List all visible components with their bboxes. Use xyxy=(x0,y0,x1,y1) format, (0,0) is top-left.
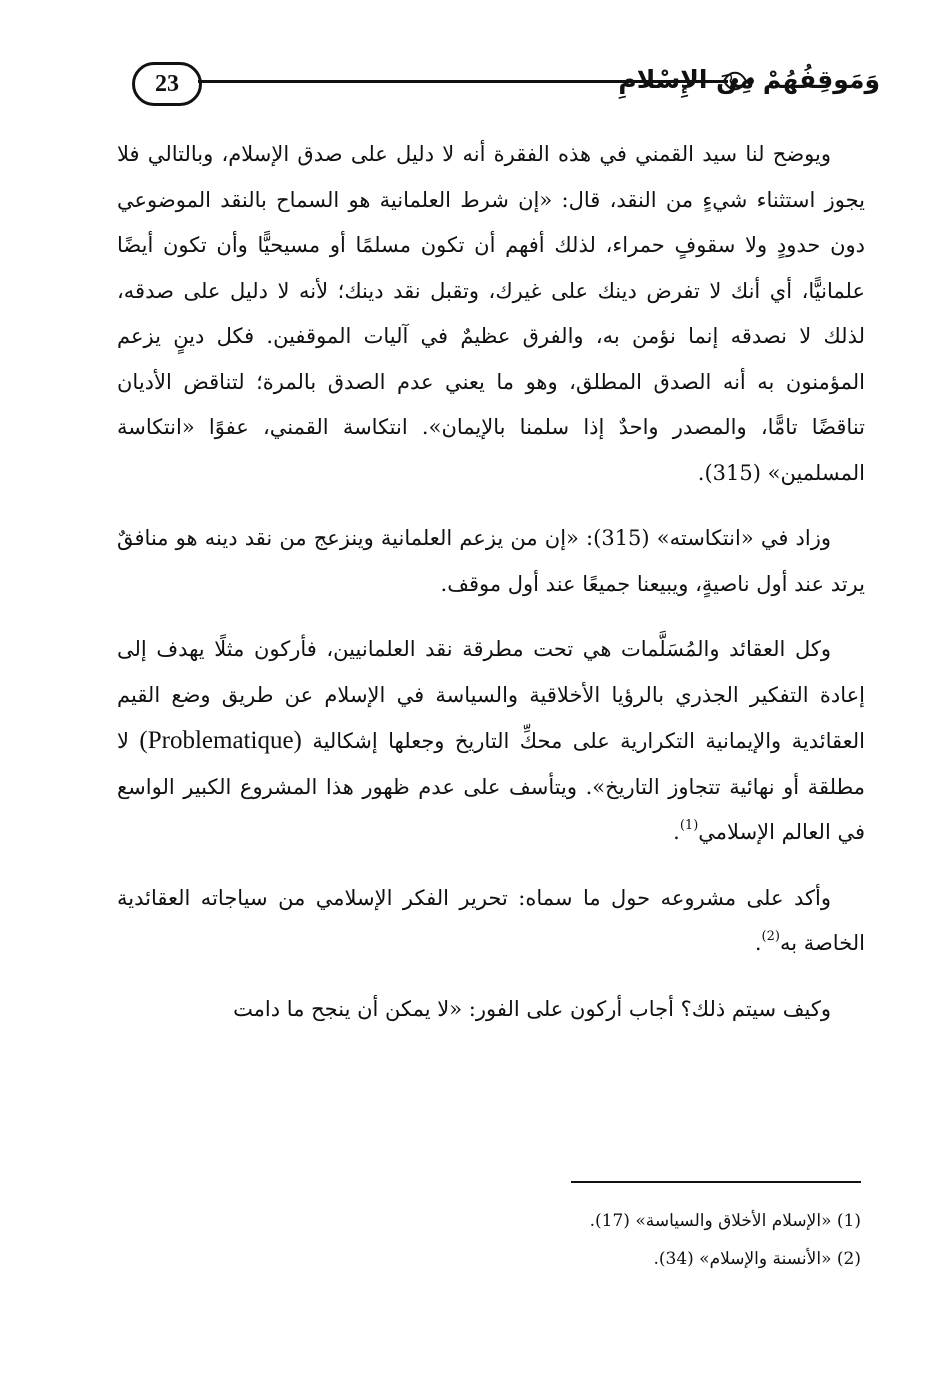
running-header xyxy=(120,58,880,114)
footnote-1: (1) «الإسلام الأخلاق والسياسة» (17). xyxy=(589,1211,861,1231)
paragraph-project-text: وأكد على مشروعه حول ما سماه: تحرير الفكر الإسلامي من سياجاته العقائدية الخاصة به xyxy=(117,885,865,955)
sentence-end: . xyxy=(673,820,680,844)
paragraph-project xyxy=(117,876,865,967)
footnote-ref-2[interactable]: (2) xyxy=(761,929,780,944)
main-text xyxy=(117,132,865,1032)
footnotes xyxy=(161,1202,861,1278)
page-number: 23 xyxy=(132,62,202,106)
paragraph-arkoun-text-cont: لا مطلقة أو نهائية تتجاوز التاريخ». ويتأسف على عدم ظهور هذا المشروع الكبير الواسع في العالم الإسلامي xyxy=(117,729,865,844)
footnote-2: (2) «الأنسنة والإسلام» (34). xyxy=(653,1249,861,1269)
paragraph-arkoun-text: وكل العقائد والمُسَلَّمات هي تحت مطرقة نقد العلمانيين، فأركون مثلًا يهدف إلى إعادة التفكير الجذري بالرؤيا الأخلاقية والسياسة في الإسلام عن طريق وضع القيم العقائدية والإيمانية التكرارية على محكِّ التاريخ وجعلها إشكالية xyxy=(117,637,865,753)
sentence-end: . xyxy=(754,931,762,955)
paragraph-arkoun xyxy=(117,627,865,856)
book-title: وَمَوقِفُهُمْ مِنَ الإِسْلامِ xyxy=(618,65,880,94)
footnote-ref-1[interactable]: (1) xyxy=(679,818,699,833)
paragraph-qimni: ويوضح لنا سيد القمني في هذه الفقرة أنه لا دليل على صدق الإسلام، وبالتالي فلا يجوز استثناء شيءٍ من النقد، قال: «إن شرط العلمانية هو السماح بالنقد الموضوعي دون حدودٍ ولا سقوفٍ حمراء، لذلك أفهم أن تكون مسلمًا أو مسيحيًّا وأن تكون أيضًا علمانيًّا، أي أنك لا تفرض دينك على غيرك، وتقبل نقد دينك؛ لأنه لا دليل على صدقه، لذلك لا نصدقه إنما نؤمن به، والفرق عظيمٌ في آليات الموقفين. فكل دينٍ يزعم المؤمنون به أنه الصدق المطلق، وهو ما يعني عدم الصدق بالمرة؛ لتناقض الأديان تناقضًا تامًّا، والمصدر واحدٌ إذا سلمنا بالإيمان». انتكاسة القمني، عفوًا «انتكاسة المسلمين» (315). xyxy=(117,142,865,485)
paragraph-last: وكيف سيتم ذلك؟ أجاب أركون على الفور: «لا يمكن أن ينجح ما دامت xyxy=(233,996,831,1021)
footnote-separator xyxy=(571,1181,861,1183)
paragraph-intikasa: وزاد في «انتكاسته» (315): «إن من يزعم العلمانية وينزعج من نقد دينه هو منافقٌ يرتد عند أول ناصيةٍ، ويبيعنا جميعًا عند أول موقف. xyxy=(117,526,865,596)
latin-term: (Problematique) xyxy=(139,727,302,754)
